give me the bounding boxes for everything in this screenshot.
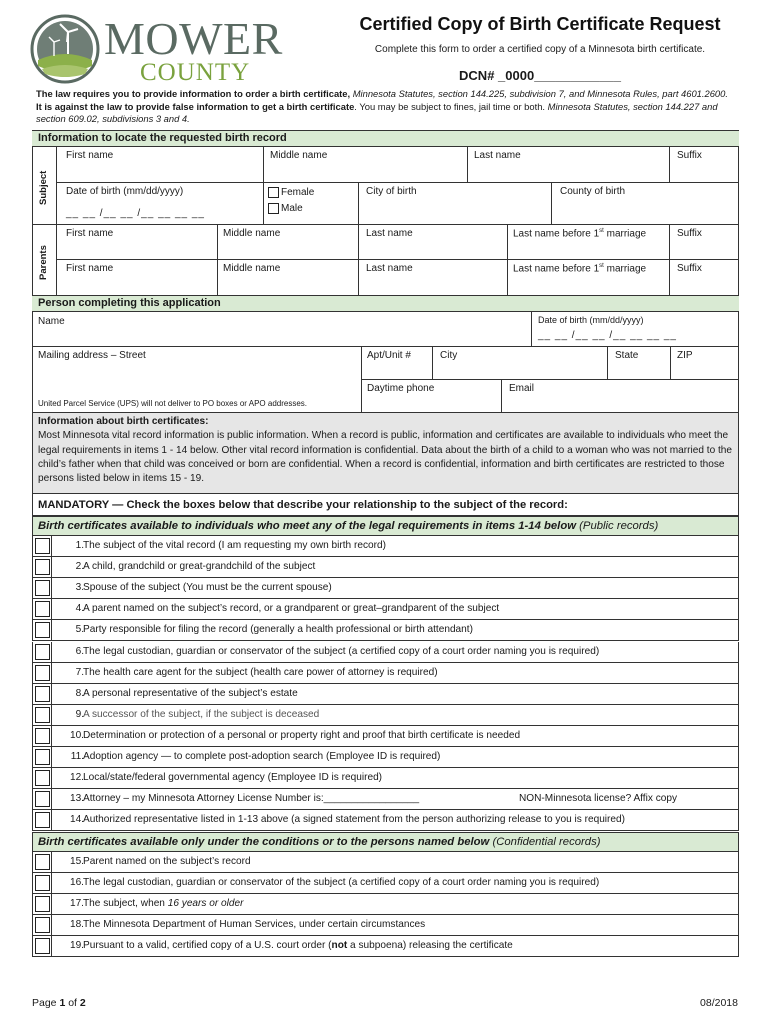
parent2-suffix-label: Suffix <box>677 263 702 274</box>
checkbox-cell <box>33 557 52 577</box>
parent1-first-name-label: First name <box>66 228 114 239</box>
item-number: 8. <box>75 687 84 699</box>
item-text: A parent named on the subject’s record, or a grandparent or great–grandparent of the subject <box>83 603 500 615</box>
public-item-checkbox[interactable] <box>35 601 50 617</box>
item-number: 15. <box>69 856 84 867</box>
public-item-row <box>32 789 739 810</box>
applicant-dob-label: Date of birth (mm/dd/yyyy) <box>538 315 644 325</box>
parent1-middle-name-label: Middle name <box>223 228 281 239</box>
confidential-item-row <box>32 852 739 873</box>
item-text: Authorized representative listed in 1-13 above (a signed statement from the person authorizing release to you is required) <box>83 814 626 826</box>
checkbox-cell <box>33 789 52 809</box>
confidential-item-row <box>32 873 739 894</box>
lnbm2-sup: st <box>599 263 604 269</box>
public-item-row <box>32 557 739 578</box>
public-item-checkbox[interactable] <box>35 538 50 554</box>
county-of-birth-label: County of birth <box>560 186 626 197</box>
page-of: of <box>65 997 80 1009</box>
item-text: A personal representative of the subject’s estate <box>83 687 298 699</box>
page-subtitle: Complete this form to order a certified copy of a Minnesota birth certificate. <box>374 44 706 55</box>
daytime-phone-label: Daytime phone <box>367 383 435 394</box>
form-date: 08/2018 <box>700 997 738 1009</box>
item-text: A child, grandchild or great-grandchild of the subject <box>83 561 316 573</box>
logo-word-mower: MOWER <box>104 13 283 64</box>
female-checkbox[interactable] <box>268 187 279 198</box>
page-pre: Page <box>32 997 60 1009</box>
public-item-checkbox[interactable] <box>35 686 50 702</box>
subject-label: Subject <box>38 170 49 205</box>
page-title: Certified Copy of Birth Certificate Request <box>359 14 721 34</box>
apt-unit-label: Apt/Unit # <box>367 350 411 361</box>
item-text: Spouse of the subject (You must be the current spouse) <box>83 582 332 594</box>
item-number: 6. <box>75 645 84 657</box>
item-text: Parent named on the subject’s record <box>83 856 251 867</box>
checkbox-cell <box>33 873 52 893</box>
page-number <box>32 997 86 1009</box>
checkbox-cell <box>33 536 52 556</box>
checkbox-cell <box>33 768 52 788</box>
confidential-heading-bold: Birth certificates available only under the conditions or to the persons named below <box>38 836 490 848</box>
public-item-row <box>32 642 739 663</box>
parent2-middle-name-label: Middle name <box>223 263 281 274</box>
parent2-last-name-label: Last name <box>366 263 413 274</box>
parent2-last-name-before-marriage-label <box>513 263 646 274</box>
info-about-certificates <box>32 412 739 494</box>
item-text: Local/state/federal governmental agency (Employee ID is required) <box>83 772 383 784</box>
info-body: Most Minnesota vital record information is public information. When a record is public, information and certificates are available to individuals who meet the legal requirements in items 1 - 14 below. Other vital record information is confidential. Data about the birth of a child to a woman who was not married to the child’s father when that child was conceived or born are confidential. When a record is confidential, information and birth certificates are restricted to those persons listed below in items 15 - 19. <box>38 430 733 485</box>
checkbox-cell <box>33 620 52 640</box>
public-item-row <box>32 810 739 831</box>
subject-dob-label: Date of birth (mm/dd/yyyy) <box>66 186 184 197</box>
checkbox-cell <box>33 747 52 767</box>
item-text: The subject of the vital record (I am requesting my own birth record) <box>83 540 386 551</box>
public-item-row <box>32 726 739 747</box>
lnbm-tail: marriage <box>603 228 647 240</box>
confidential-records-heading <box>32 832 739 852</box>
item-text: The legal custodian, guardian or conservator of the subject (a certified copy of a court order naming you is required) <box>83 645 600 657</box>
checkbox-cell <box>33 810 52 830</box>
page-num: 1 <box>59 997 66 1009</box>
page-total: 2 <box>79 997 86 1009</box>
mandatory-instruction: MANDATORY — Check the boxes below that describe your relationship to the subject of the record: <box>32 494 739 516</box>
applicant-dob-blank[interactable]: __ __ /__ __ /__ __ __ __ <box>538 330 677 341</box>
public-item-checkbox[interactable] <box>35 728 50 744</box>
checkbox-cell <box>33 705 52 725</box>
confidential-item-checkbox[interactable] <box>35 917 50 933</box>
item-number: 17. <box>69 898 84 910</box>
checkbox-cell <box>33 894 52 914</box>
parent2-first-name-label: First name <box>66 263 114 274</box>
public-item-row <box>32 663 739 684</box>
item-text-secondary: NON-Minnesota license? Affix copy <box>519 793 678 805</box>
confidential-item-checkbox[interactable] <box>35 875 50 891</box>
applicant-heading: Person completing this application <box>32 295 739 312</box>
checkbox-cell <box>33 578 52 598</box>
parent1-suffix-label: Suffix <box>677 228 702 239</box>
locate-record-heading: Information to locate the requested birth record <box>32 130 739 147</box>
checkbox-cell <box>33 936 52 956</box>
checkbox-cell <box>33 599 52 619</box>
legal-bold-2: It is against the law to provide false information to get a birth certificate <box>36 100 355 112</box>
item-text: A successor of the subject, if the subject is deceased <box>83 708 320 720</box>
male-checkbox[interactable] <box>268 203 279 214</box>
item-number: 13. <box>69 793 84 805</box>
public-item-row <box>32 768 739 789</box>
legal-ital-2: Minnesota Statutes, section 144.227 and section 609.02, subdivisions 3 and 4. <box>36 100 718 125</box>
item-text: Attorney – my Minnesota Attorney License Number is:_________________ <box>83 793 420 805</box>
email-label: Email <box>509 383 535 394</box>
state-label: State <box>615 350 639 361</box>
subject-first-name-label: First name <box>66 150 114 161</box>
confidential-item-row <box>32 915 739 936</box>
item-number: 19. <box>69 940 84 952</box>
zip-label: ZIP <box>677 350 693 361</box>
checkbox-cell <box>33 642 52 662</box>
item-text: Determination or protection of a personal or property right and proof that birth certificate is needed <box>83 729 521 741</box>
male-label: Male <box>281 203 303 214</box>
item-number: 2. <box>75 561 84 573</box>
public-heading-tail: (Public records) <box>576 520 659 532</box>
confidential-item-row <box>32 894 739 915</box>
confidential-item-checkbox[interactable] <box>35 854 50 870</box>
subject-dob-blank[interactable]: __ __ /__ __ /__ __ __ __ <box>66 208 205 219</box>
info-heading: Information about birth certificates: <box>38 416 209 427</box>
confidential-item-row <box>32 936 739 957</box>
item-text: Adoption agency — to complete post-adoption search (Employee ID is required) <box>83 751 441 762</box>
public-heading-bold: Birth certificates available to individuals who meet any of the legal requirements in items 1-14 below <box>38 520 577 532</box>
applicant-name-label: Name <box>38 316 65 327</box>
city-label: City <box>440 350 458 361</box>
item-text: Party responsible for filing the record (generally a health professional or birth attendant) <box>83 624 473 636</box>
lnbm2-tail: marriage <box>603 263 647 275</box>
item-text: The subject, when 16 years or older <box>83 898 244 910</box>
parents-label: Parents <box>38 245 49 280</box>
item-number: 4. <box>75 603 84 615</box>
confidential-item-checkbox[interactable] <box>35 938 50 954</box>
public-item-row <box>32 620 739 641</box>
ups-note: United Parcel Service (UPS) will not deliver to PO boxes or APO addresses. <box>38 399 307 408</box>
item-number: 10. <box>69 729 84 741</box>
public-item-checkbox[interactable] <box>35 644 50 660</box>
subject-middle-name-label: Middle name <box>270 150 328 161</box>
item-number: 18. <box>69 919 84 931</box>
item-text: Pursuant to a valid, certified copy of a U.S. court order (not a subpoena) releasing the certificate <box>83 940 513 952</box>
public-item-checkbox[interactable] <box>35 580 50 596</box>
confidential-heading-tail: (Confidential records) <box>489 836 601 848</box>
checkbox-cell <box>33 852 52 872</box>
parent1-last-name-before-marriage-label <box>513 228 646 239</box>
item-number: 9. <box>75 708 84 720</box>
public-item-checkbox[interactable] <box>35 812 50 828</box>
dcn-number: DCN# _0000____________ <box>459 68 621 83</box>
checkbox-cell <box>33 663 52 683</box>
public-item-row <box>32 578 739 599</box>
lnbm-sup: st <box>599 228 604 234</box>
public-item-row <box>32 747 739 768</box>
confidential-item-checkbox[interactable] <box>35 896 50 912</box>
public-item-checkbox[interactable] <box>35 622 50 638</box>
item-number: 11. <box>70 751 84 762</box>
item-text: The health care agent for the subject (health care power of attorney is required) <box>83 666 438 678</box>
logo-word-county: COUNTY <box>140 59 251 86</box>
city-of-birth-label: City of birth <box>366 186 417 197</box>
mailing-address-label: Mailing address – Street <box>38 350 146 361</box>
checkbox-cell <box>33 726 52 746</box>
lnbm-text: Last name before 1 <box>513 228 600 240</box>
public-item-row <box>32 599 739 620</box>
legal-bold-1: The law requires you to provide information to order a birth certificate, <box>36 88 353 99</box>
checkbox-cell <box>33 915 52 935</box>
item-number: 5. <box>75 624 84 636</box>
public-item-row <box>32 705 739 726</box>
item-number: 14. <box>69 814 84 826</box>
public-item-row <box>32 536 739 557</box>
female-label: Female <box>281 187 315 198</box>
legal-text: . You may be subject to fines, jail time or both. <box>354 100 548 112</box>
item-number: 7. <box>75 666 84 678</box>
checkbox-cell <box>33 684 52 704</box>
public-item-checkbox[interactable] <box>35 791 50 807</box>
windmill-landscape-icon <box>30 14 100 84</box>
item-number: 1. <box>75 540 84 551</box>
lnbm2-text: Last name before 1 <box>513 263 600 275</box>
subject-last-name-label: Last name <box>474 150 521 161</box>
public-item-checkbox[interactable] <box>35 665 50 681</box>
item-number: 12. <box>69 772 84 784</box>
public-records-heading <box>32 516 739 536</box>
legal-ital-1: Minnesota Statutes, section 144.225, subdivision 7, and Minnesota Rules, part 4601.2600. <box>352 88 728 99</box>
item-text: The legal custodian, guardian or conservator of the subject (a certified copy of a court order naming you is required) <box>83 877 600 889</box>
public-item-checkbox[interactable] <box>35 749 50 765</box>
item-number: 16. <box>69 877 84 889</box>
legal-notice <box>36 88 736 126</box>
subject-suffix-label: Suffix <box>677 150 702 161</box>
public-item-checkbox[interactable] <box>35 770 50 786</box>
public-item-row <box>32 684 739 705</box>
mower-county-logo <box>30 12 290 86</box>
parent1-last-name-label: Last name <box>366 228 413 239</box>
public-item-checkbox[interactable] <box>35 707 50 723</box>
item-text: The Minnesota Department of Human Services, under certain circumstances <box>83 919 426 931</box>
public-item-checkbox[interactable] <box>35 559 50 575</box>
item-number: 3. <box>75 582 84 594</box>
